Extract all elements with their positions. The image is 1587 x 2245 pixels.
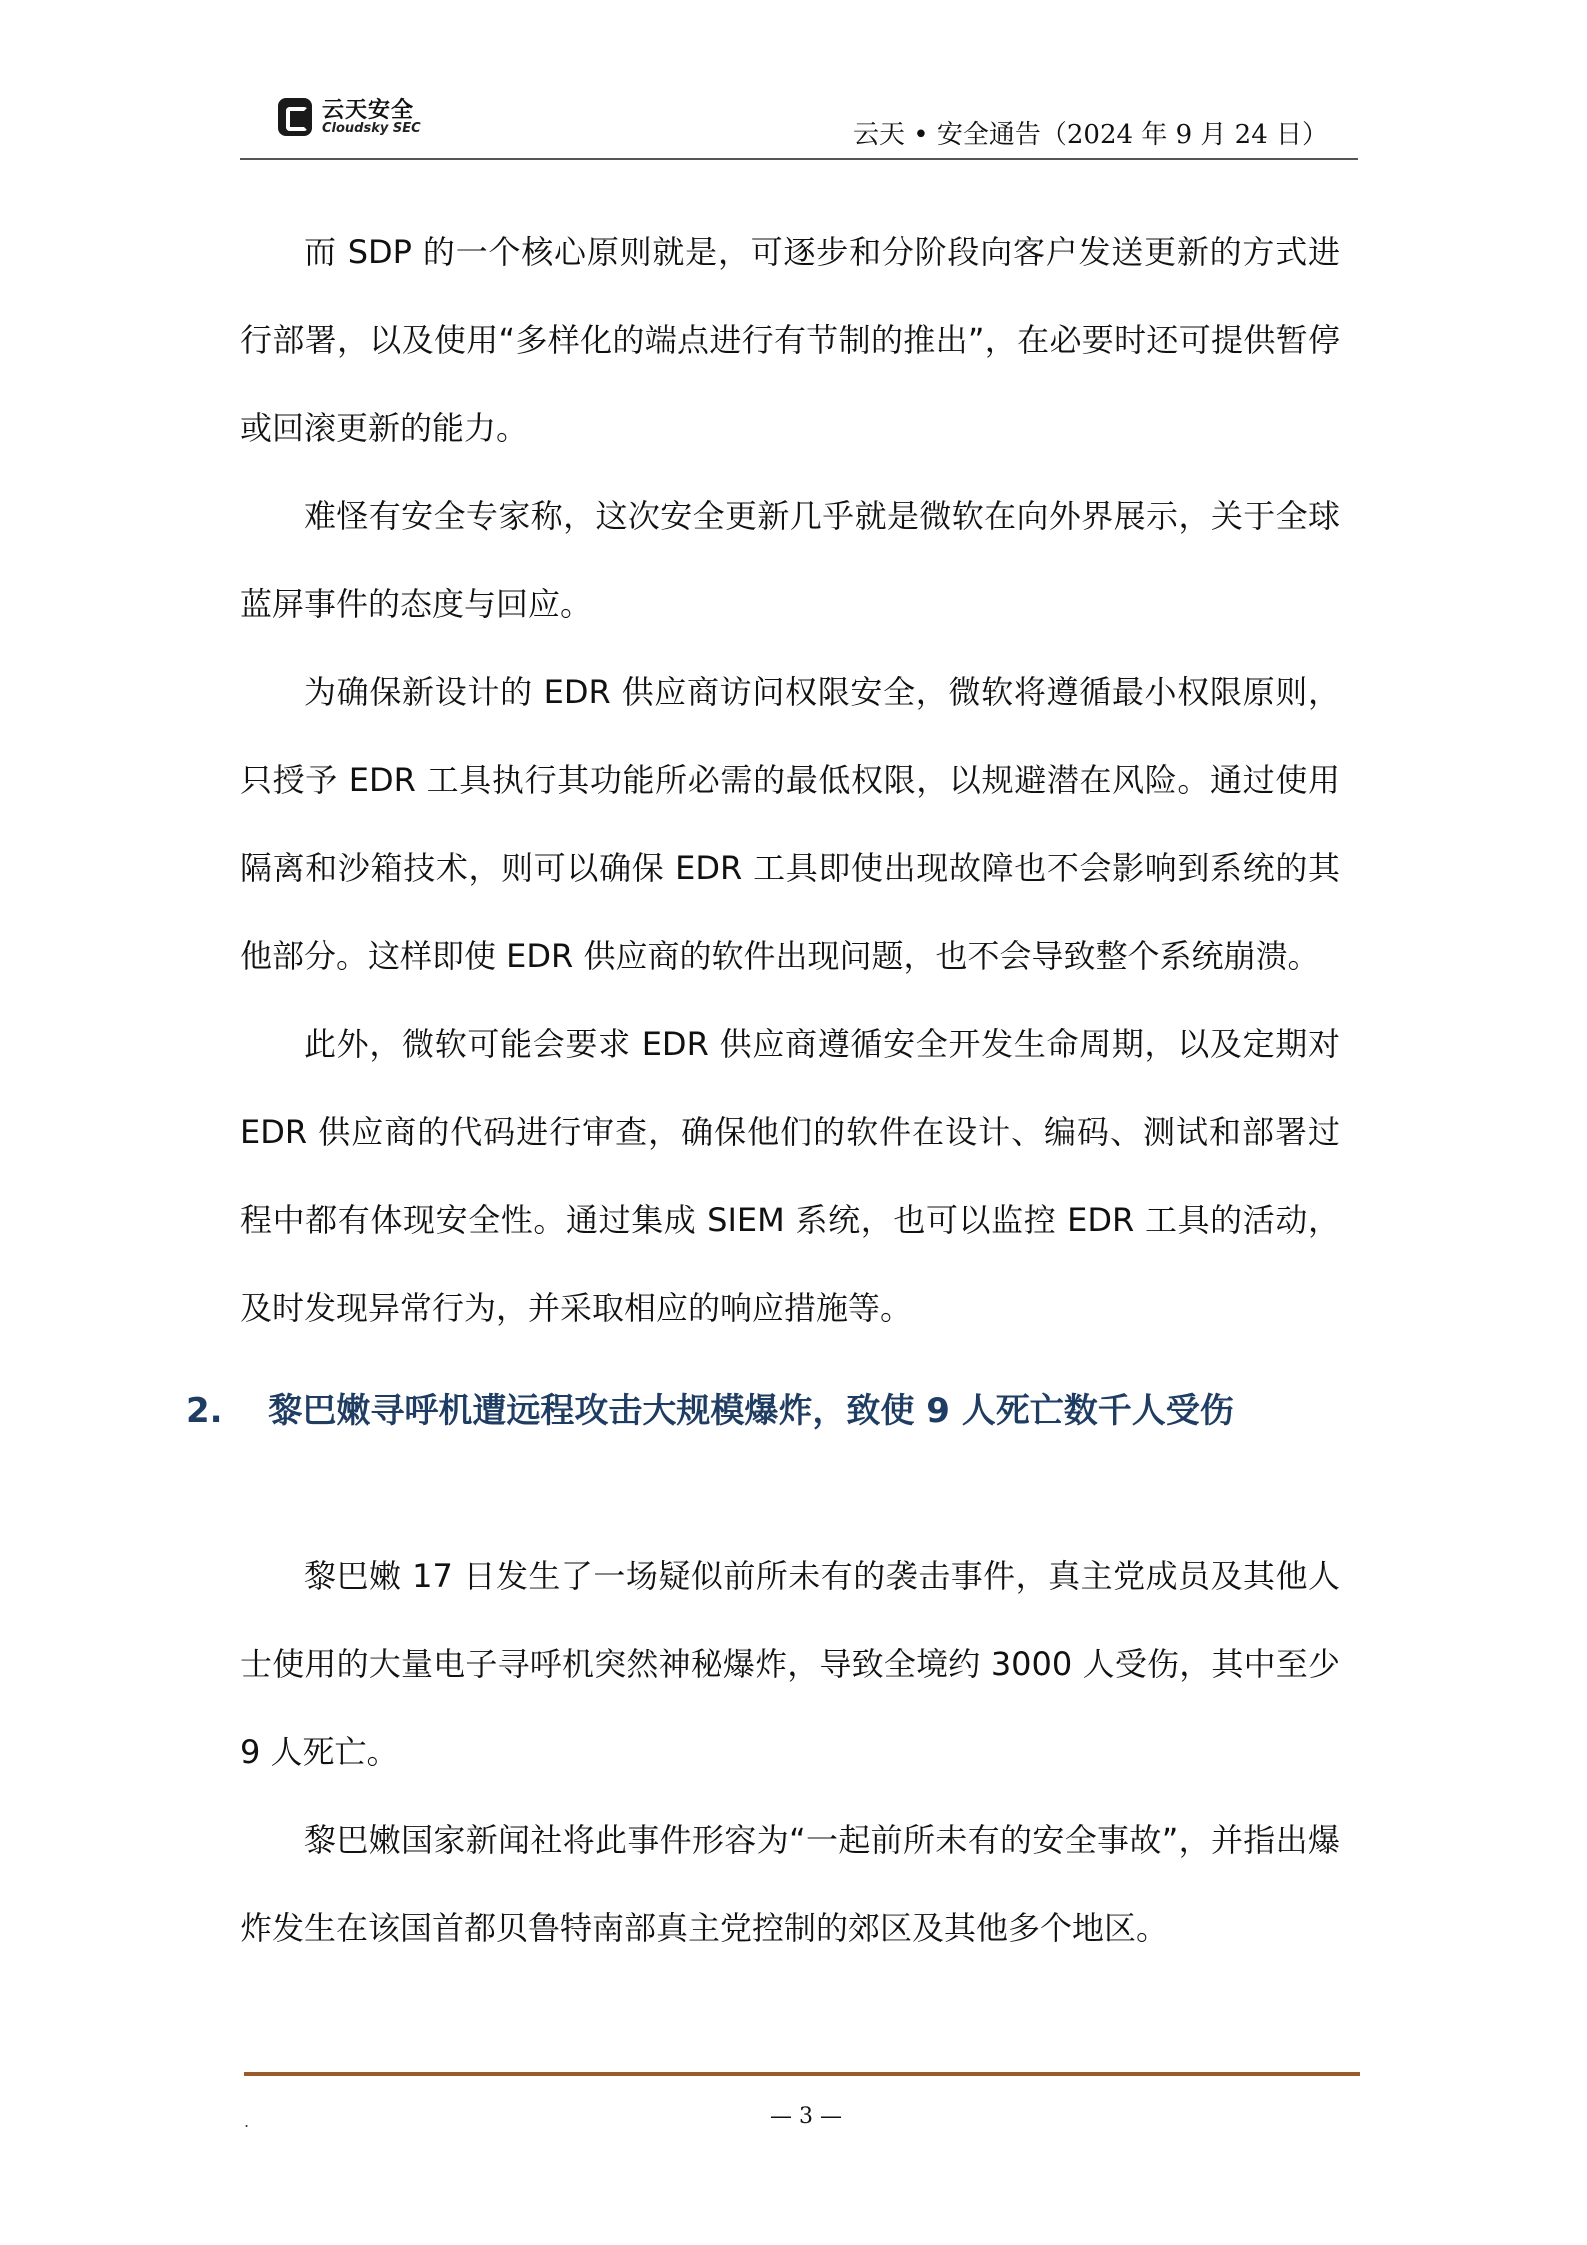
paragraph: 而 SDP 的一个核心原则就是，可逐步和分阶段向客户发送更新的方式进行部署，以及使用“多样化的端点进行有节制的推出”，在必要时还可提供暂停或回滚更新的能力。 — [240, 233, 1340, 447]
header-divider — [240, 158, 1358, 160]
paragraph: 此外，微软可能会要求 EDR 供应商遵循安全开发生命周期，以及定期对 EDR 供应商的代码进行审查，确保他们的软件在设计、编码、测试和部署过程中都有体现安全性。通过集成 SIEM 系统，也可以监控 EDR 工具的活动，及时发现异常行为，并采取相应的响应措施等。 — [240, 1025, 1340, 1327]
logo-name-cn: 云天安全 — [322, 97, 415, 123]
paragraph: 为确保新设计的 EDR 供应商访问权限安全，微软将遵循最小权限原则，只授予 EDR 工具执行其功能所必需的最低权限，以规避潜在风险。通过使用隔离和沙箱技术，则可以确保 EDR 工具即使出现故障也不会影响到系统的其他部分。这样即使 EDR 供应商的软件出现问题，也不会导致整个系统崩溃。 — [240, 673, 1340, 975]
body-text-top — [240, 208, 1340, 1352]
shield-icon — [278, 98, 312, 136]
page-number: — 3 — — [770, 2104, 842, 2129]
body-text-bottom — [240, 1532, 1340, 1972]
footer-divider — [244, 2072, 1360, 2076]
header-title: 云天 • 安全通告（2024 年 9 月 24 日） — [853, 120, 1328, 150]
page-header — [240, 92, 1358, 160]
paragraph: 黎巴嫩国家新闻社将此事件形容为“一起前所未有的安全事故”，并指出爆炸发生在该国首都贝鲁特南部真主党控制的郊区及其他多个地区。 — [240, 1821, 1340, 1947]
logo-name-en: Cloudsky SEC — [322, 120, 421, 136]
footer-dot: . — [244, 2112, 250, 2131]
company-logo — [278, 98, 421, 136]
paragraph: 黎巴嫩 17 日发生了一场疑似前所未有的袭击事件，真主党成员及其他人士使用的大量电子寻呼机突然神秘爆炸，导致全境约 3000 人受伤，其中至少 9 人死亡。 — [240, 1557, 1340, 1771]
paragraph: 难怪有安全专家称，这次安全更新几乎就是微软在向外界展示，关于全球蓝屏事件的态度与回应。 — [240, 497, 1340, 623]
section-heading: 2. 黎巴嫩寻呼机遭远程攻击大规模爆炸，致使 9 人死亡数千人受伤 — [186, 1391, 1234, 1431]
